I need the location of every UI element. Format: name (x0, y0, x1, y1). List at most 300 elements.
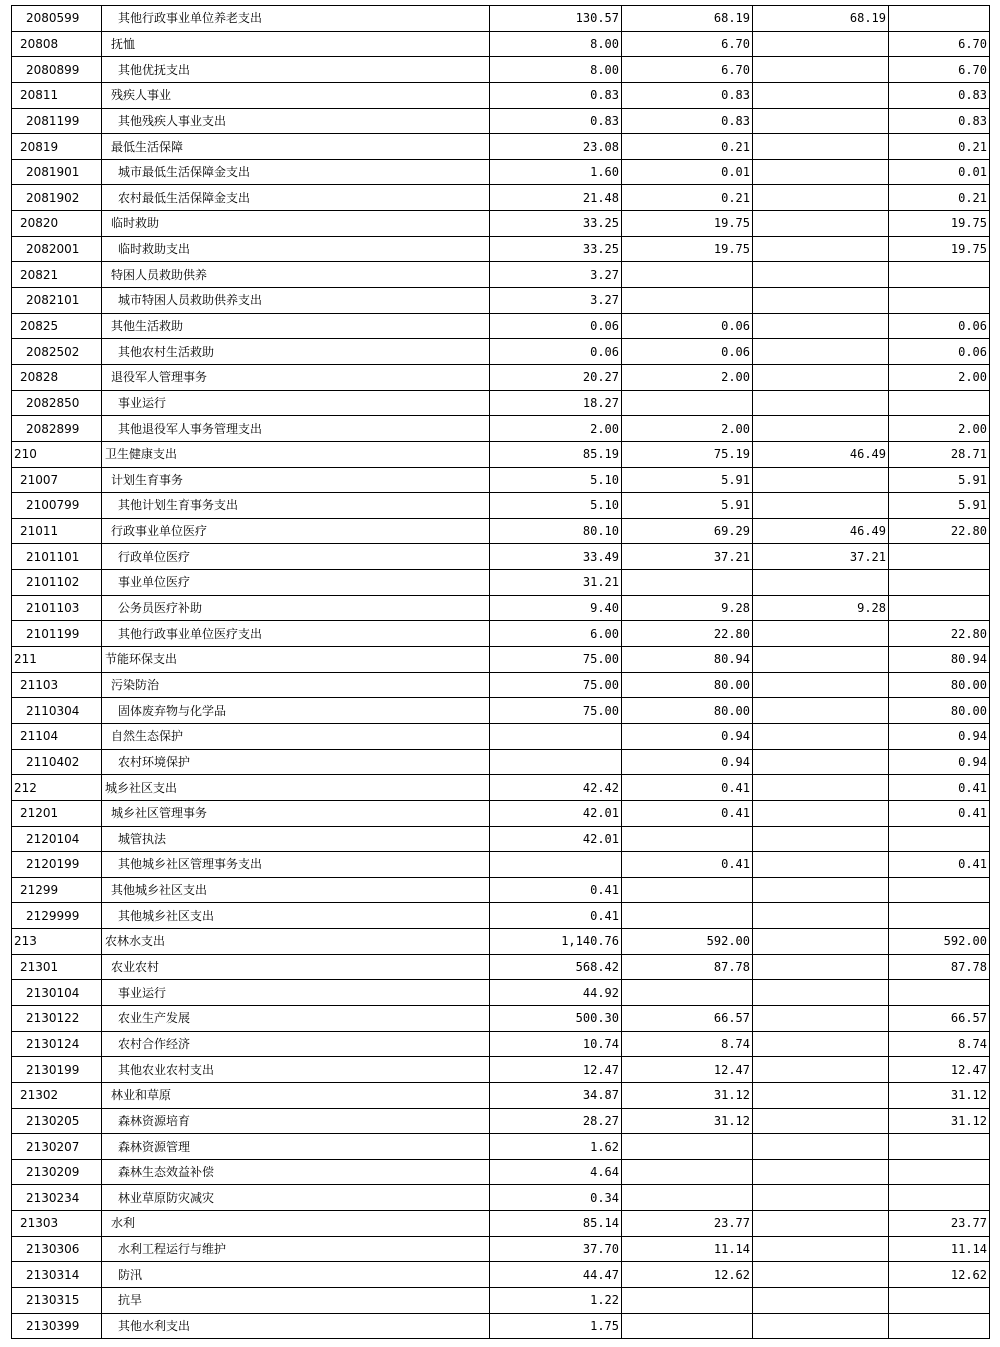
amount-cell-2: 0.41 (622, 775, 753, 801)
amount-cell-4 (889, 1313, 990, 1339)
amount-cell-1: 4.64 (490, 1159, 622, 1185)
amount-cell-1: 75.00 (490, 698, 622, 724)
subject-code-cell: 2130207 (12, 1134, 102, 1160)
amount-cell-1 (490, 723, 622, 749)
amount-cell-1: 6.00 (490, 621, 622, 647)
amount-cell-4: 23.77 (889, 1211, 990, 1237)
amount-cell-4: 592.00 (889, 929, 990, 955)
subject-name-cell: 其他计划生育事务支出 (102, 493, 490, 519)
amount-cell-3 (753, 647, 889, 673)
subject-code-cell: 210 (12, 441, 102, 467)
amount-cell-2: 9.28 (622, 595, 753, 621)
amount-cell-2 (622, 1185, 753, 1211)
table-row (12, 288, 990, 314)
subject-name-cell: 行政事业单位医疗 (102, 518, 490, 544)
subject-code-cell: 2130199 (12, 1057, 102, 1083)
table-row (12, 82, 990, 108)
amount-cell-2: 19.75 (622, 236, 753, 262)
amount-cell-4: 0.94 (889, 749, 990, 775)
amount-cell-3 (753, 775, 889, 801)
amount-cell-3 (753, 723, 889, 749)
amount-cell-3 (753, 621, 889, 647)
table-row (12, 134, 990, 160)
amount-cell-2: 19.75 (622, 211, 753, 237)
table-row (12, 57, 990, 83)
amount-cell-1: 31.21 (490, 570, 622, 596)
subject-code-cell: 211 (12, 647, 102, 673)
budget-expenditure-table (11, 5, 990, 1339)
subject-code-cell: 213 (12, 929, 102, 955)
subject-code-cell: 21302 (12, 1082, 102, 1108)
amount-cell-3: 46.49 (753, 441, 889, 467)
amount-cell-1: 85.19 (490, 441, 622, 467)
amount-cell-1: 0.34 (490, 1185, 622, 1211)
amount-cell-1: 42.42 (490, 775, 622, 801)
amount-cell-1: 0.06 (490, 339, 622, 365)
amount-cell-4 (889, 903, 990, 929)
amount-cell-2: 0.94 (622, 749, 753, 775)
table-row (12, 775, 990, 801)
table-row (12, 877, 990, 903)
amount-cell-1: 5.10 (490, 493, 622, 519)
subject-name-cell: 其他城乡社区支出 (102, 903, 490, 929)
subject-code-cell: 2101199 (12, 621, 102, 647)
amount-cell-2: 80.00 (622, 698, 753, 724)
subject-code-cell: 2130234 (12, 1185, 102, 1211)
amount-cell-1: 0.41 (490, 903, 622, 929)
subject-name-cell: 农业农村 (102, 954, 490, 980)
amount-cell-3 (753, 82, 889, 108)
amount-cell-1: 8.00 (490, 57, 622, 83)
table-row (12, 1159, 990, 1185)
subject-code-cell: 2081199 (12, 108, 102, 134)
table-row (12, 262, 990, 288)
table-row (12, 159, 990, 185)
table-row (12, 1313, 990, 1339)
subject-name-cell: 其他优抚支出 (102, 57, 490, 83)
amount-cell-4 (889, 1288, 990, 1314)
table-row (12, 390, 990, 416)
amount-cell-3 (753, 570, 889, 596)
amount-cell-3 (753, 698, 889, 724)
table-row (12, 441, 990, 467)
subject-name-cell: 事业运行 (102, 980, 490, 1006)
amount-cell-3 (753, 954, 889, 980)
amount-cell-2: 0.21 (622, 185, 753, 211)
table-row (12, 108, 990, 134)
amount-cell-2: 0.06 (622, 313, 753, 339)
amount-cell-3 (753, 826, 889, 852)
amount-cell-4: 19.75 (889, 211, 990, 237)
amount-cell-1: 9.40 (490, 595, 622, 621)
amount-cell-3 (753, 313, 889, 339)
subject-name-cell: 林业草原防灾减灾 (102, 1185, 490, 1211)
amount-cell-3 (753, 1159, 889, 1185)
amount-cell-1: 1.62 (490, 1134, 622, 1160)
amount-cell-3 (753, 749, 889, 775)
subject-code-cell: 2110304 (12, 698, 102, 724)
amount-cell-1: 34.87 (490, 1082, 622, 1108)
amount-cell-3 (753, 364, 889, 390)
subject-name-cell: 残疾人事业 (102, 82, 490, 108)
table-row (12, 1108, 990, 1134)
table-row (12, 544, 990, 570)
subject-name-cell: 自然生态保护 (102, 723, 490, 749)
amount-cell-1: 10.74 (490, 1031, 622, 1057)
amount-cell-1: 1,140.76 (490, 929, 622, 955)
subject-code-cell: 2082502 (12, 339, 102, 365)
subject-code-cell: 21103 (12, 672, 102, 698)
table-row (12, 749, 990, 775)
table-row (12, 595, 990, 621)
amount-cell-1: 1.60 (490, 159, 622, 185)
amount-cell-4: 0.01 (889, 159, 990, 185)
amount-cell-3 (753, 467, 889, 493)
amount-cell-2: 66.57 (622, 1005, 753, 1031)
amount-cell-1: 33.25 (490, 236, 622, 262)
amount-cell-2: 68.19 (622, 6, 753, 32)
subject-name-cell: 临时救助支出 (102, 236, 490, 262)
subject-code-cell: 21104 (12, 723, 102, 749)
subject-name-cell: 城乡社区管理事务 (102, 800, 490, 826)
table-row (12, 185, 990, 211)
amount-cell-1: 0.83 (490, 82, 622, 108)
amount-cell-2 (622, 1288, 753, 1314)
subject-code-cell: 2120199 (12, 852, 102, 878)
amount-cell-3 (753, 1236, 889, 1262)
amount-cell-1: 5.10 (490, 467, 622, 493)
amount-cell-2: 0.83 (622, 82, 753, 108)
amount-cell-2 (622, 877, 753, 903)
amount-cell-2: 0.06 (622, 339, 753, 365)
table-row (12, 518, 990, 544)
amount-cell-4 (889, 1134, 990, 1160)
subject-name-cell: 防汛 (102, 1262, 490, 1288)
amount-cell-4 (889, 262, 990, 288)
amount-cell-4 (889, 980, 990, 1006)
subject-code-cell: 2101103 (12, 595, 102, 621)
amount-cell-3 (753, 929, 889, 955)
table-row (12, 903, 990, 929)
amount-cell-4 (889, 390, 990, 416)
amount-cell-4: 12.62 (889, 1262, 990, 1288)
amount-cell-2 (622, 980, 753, 1006)
subject-name-cell: 事业单位医疗 (102, 570, 490, 596)
subject-code-cell: 20825 (12, 313, 102, 339)
amount-cell-1: 80.10 (490, 518, 622, 544)
table-row (12, 1082, 990, 1108)
amount-cell-1: 75.00 (490, 672, 622, 698)
subject-name-cell: 其他水利支出 (102, 1313, 490, 1339)
subject-name-cell: 最低生活保障 (102, 134, 490, 160)
table-row (12, 1262, 990, 1288)
amount-cell-4: 80.00 (889, 698, 990, 724)
amount-cell-3: 9.28 (753, 595, 889, 621)
amount-cell-4: 8.74 (889, 1031, 990, 1057)
table-row (12, 826, 990, 852)
subject-code-cell: 2130209 (12, 1159, 102, 1185)
amount-cell-1: 28.27 (490, 1108, 622, 1134)
amount-cell-4: 5.91 (889, 493, 990, 519)
subject-code-cell: 2081902 (12, 185, 102, 211)
amount-cell-3 (753, 211, 889, 237)
subject-name-cell: 抗旱 (102, 1288, 490, 1314)
amount-cell-1: 42.01 (490, 800, 622, 826)
amount-cell-2: 2.00 (622, 416, 753, 442)
amount-cell-4: 0.21 (889, 134, 990, 160)
amount-cell-2: 69.29 (622, 518, 753, 544)
amount-cell-2: 31.12 (622, 1108, 753, 1134)
subject-code-cell: 2080599 (12, 6, 102, 32)
amount-cell-4: 0.83 (889, 108, 990, 134)
amount-cell-4: 28.71 (889, 441, 990, 467)
amount-cell-4 (889, 6, 990, 32)
subject-code-cell: 2129999 (12, 903, 102, 929)
table-body (12, 6, 990, 1339)
table-row (12, 339, 990, 365)
amount-cell-4: 5.91 (889, 467, 990, 493)
amount-cell-4 (889, 544, 990, 570)
amount-cell-2 (622, 570, 753, 596)
table-row (12, 31, 990, 57)
amount-cell-1: 500.30 (490, 1005, 622, 1031)
table-row (12, 1031, 990, 1057)
amount-cell-3 (753, 877, 889, 903)
subject-code-cell: 2130315 (12, 1288, 102, 1314)
subject-code-cell: 2110402 (12, 749, 102, 775)
amount-cell-4: 0.94 (889, 723, 990, 749)
subject-code-cell: 2130306 (12, 1236, 102, 1262)
amount-cell-4: 11.14 (889, 1236, 990, 1262)
table-row (12, 954, 990, 980)
subject-name-cell: 其他城乡社区管理事务支出 (102, 852, 490, 878)
subject-code-cell: 20808 (12, 31, 102, 57)
amount-cell-1: 33.49 (490, 544, 622, 570)
amount-cell-1: 0.06 (490, 313, 622, 339)
subject-name-cell: 公务员医疗补助 (102, 595, 490, 621)
subject-code-cell: 21011 (12, 518, 102, 544)
amount-cell-4: 0.06 (889, 339, 990, 365)
amount-cell-2 (622, 288, 753, 314)
amount-cell-3 (753, 185, 889, 211)
subject-code-cell: 20820 (12, 211, 102, 237)
amount-cell-1: 44.92 (490, 980, 622, 1006)
subject-name-cell: 其他行政事业单位医疗支出 (102, 621, 490, 647)
amount-cell-2: 6.70 (622, 57, 753, 83)
subject-name-cell: 固体废弃物与化学品 (102, 698, 490, 724)
table-row (12, 980, 990, 1006)
table-row (12, 364, 990, 390)
amount-cell-1: 42.01 (490, 826, 622, 852)
amount-cell-1: 21.48 (490, 185, 622, 211)
amount-cell-3 (753, 108, 889, 134)
amount-cell-2: 75.19 (622, 441, 753, 467)
amount-cell-2 (622, 262, 753, 288)
table-row (12, 1236, 990, 1262)
amount-cell-3 (753, 852, 889, 878)
subject-name-cell: 城市最低生活保障金支出 (102, 159, 490, 185)
subject-name-cell: 临时救助 (102, 211, 490, 237)
amount-cell-4: 0.83 (889, 82, 990, 108)
subject-name-cell: 农村合作经济 (102, 1031, 490, 1057)
table-row (12, 647, 990, 673)
amount-cell-4: 12.47 (889, 1057, 990, 1083)
amount-cell-1 (490, 852, 622, 878)
amount-cell-1: 0.83 (490, 108, 622, 134)
amount-cell-1: 1.75 (490, 1313, 622, 1339)
amount-cell-4: 2.00 (889, 364, 990, 390)
table-row (12, 236, 990, 262)
amount-cell-1: 2.00 (490, 416, 622, 442)
amount-cell-4: 2.00 (889, 416, 990, 442)
subject-code-cell: 2082899 (12, 416, 102, 442)
table-row (12, 467, 990, 493)
amount-cell-2: 80.94 (622, 647, 753, 673)
amount-cell-1: 75.00 (490, 647, 622, 673)
amount-cell-2 (622, 826, 753, 852)
amount-cell-1: 0.41 (490, 877, 622, 903)
amount-cell-2 (622, 1313, 753, 1339)
amount-cell-4: 0.41 (889, 852, 990, 878)
table-row (12, 416, 990, 442)
amount-cell-3 (753, 339, 889, 365)
subject-name-cell: 其他城乡社区支出 (102, 877, 490, 903)
subject-code-cell: 20819 (12, 134, 102, 160)
amount-cell-2: 80.00 (622, 672, 753, 698)
amount-cell-2: 37.21 (622, 544, 753, 570)
subject-name-cell: 节能环保支出 (102, 647, 490, 673)
subject-name-cell: 其他生活救助 (102, 313, 490, 339)
table-row (12, 672, 990, 698)
table-row (12, 6, 990, 32)
table-row (12, 1005, 990, 1031)
amount-cell-4: 0.41 (889, 800, 990, 826)
table-row (12, 493, 990, 519)
amount-cell-2: 12.47 (622, 1057, 753, 1083)
subject-code-cell: 2082101 (12, 288, 102, 314)
subject-code-cell: 21007 (12, 467, 102, 493)
subject-code-cell: 20821 (12, 262, 102, 288)
amount-cell-3 (753, 1134, 889, 1160)
amount-cell-3 (753, 262, 889, 288)
subject-code-cell: 2130205 (12, 1108, 102, 1134)
amount-cell-1: 85.14 (490, 1211, 622, 1237)
amount-cell-4: 80.94 (889, 647, 990, 673)
table-row (12, 1134, 990, 1160)
amount-cell-1: 18.27 (490, 390, 622, 416)
amount-cell-2 (622, 1134, 753, 1160)
amount-cell-4: 87.78 (889, 954, 990, 980)
amount-cell-1: 130.57 (490, 6, 622, 32)
amount-cell-2: 12.62 (622, 1262, 753, 1288)
amount-cell-2: 23.77 (622, 1211, 753, 1237)
subject-code-cell: 2130124 (12, 1031, 102, 1057)
subject-name-cell: 森林资源培育 (102, 1108, 490, 1134)
amount-cell-4: 6.70 (889, 31, 990, 57)
subject-code-cell: 20828 (12, 364, 102, 390)
subject-name-cell: 行政单位医疗 (102, 544, 490, 570)
amount-cell-3 (753, 672, 889, 698)
subject-code-cell: 212 (12, 775, 102, 801)
amount-cell-3 (753, 134, 889, 160)
amount-cell-2: 0.94 (622, 723, 753, 749)
amount-cell-4 (889, 826, 990, 852)
amount-cell-3 (753, 903, 889, 929)
subject-name-cell: 事业运行 (102, 390, 490, 416)
subject-code-cell: 2130399 (12, 1313, 102, 1339)
subject-code-cell: 2080899 (12, 57, 102, 83)
subject-name-cell: 特困人员救助供养 (102, 262, 490, 288)
subject-code-cell: 2120104 (12, 826, 102, 852)
table-row (12, 1185, 990, 1211)
amount-cell-3 (753, 57, 889, 83)
amount-cell-4: 66.57 (889, 1005, 990, 1031)
table-row (12, 723, 990, 749)
amount-cell-3 (753, 236, 889, 262)
table-row (12, 1288, 990, 1314)
subject-code-cell: 2100799 (12, 493, 102, 519)
amount-cell-3 (753, 1288, 889, 1314)
amount-cell-1: 44.47 (490, 1262, 622, 1288)
amount-cell-4: 31.12 (889, 1108, 990, 1134)
subject-code-cell: 20811 (12, 82, 102, 108)
table-row (12, 1211, 990, 1237)
subject-name-cell: 林业和草原 (102, 1082, 490, 1108)
amount-cell-1: 568.42 (490, 954, 622, 980)
amount-cell-1: 12.47 (490, 1057, 622, 1083)
subject-code-cell: 21299 (12, 877, 102, 903)
amount-cell-1: 3.27 (490, 262, 622, 288)
amount-cell-1: 20.27 (490, 364, 622, 390)
amount-cell-2: 2.00 (622, 364, 753, 390)
amount-cell-4: 6.70 (889, 57, 990, 83)
amount-cell-3: 46.49 (753, 518, 889, 544)
amount-cell-4 (889, 595, 990, 621)
subject-code-cell: 2101102 (12, 570, 102, 596)
amount-cell-3 (753, 31, 889, 57)
amount-cell-2: 22.80 (622, 621, 753, 647)
table-row (12, 313, 990, 339)
subject-code-cell: 2082001 (12, 236, 102, 262)
table-row (12, 698, 990, 724)
subject-name-cell: 农村最低生活保障金支出 (102, 185, 490, 211)
amount-cell-3 (753, 1005, 889, 1031)
amount-cell-3 (753, 1185, 889, 1211)
subject-code-cell: 21301 (12, 954, 102, 980)
amount-cell-3 (753, 1211, 889, 1237)
amount-cell-1: 3.27 (490, 288, 622, 314)
subject-name-cell: 其他农业农村支出 (102, 1057, 490, 1083)
amount-cell-3: 37.21 (753, 544, 889, 570)
amount-cell-2 (622, 903, 753, 929)
amount-cell-3 (753, 1057, 889, 1083)
subject-code-cell: 2130122 (12, 1005, 102, 1031)
subject-code-cell: 21201 (12, 800, 102, 826)
subject-name-cell: 退役军人管理事务 (102, 364, 490, 390)
subject-name-cell: 农村环境保护 (102, 749, 490, 775)
amount-cell-3 (753, 1031, 889, 1057)
amount-cell-2 (622, 1159, 753, 1185)
subject-code-cell: 21303 (12, 1211, 102, 1237)
amount-cell-4: 19.75 (889, 236, 990, 262)
amount-cell-4: 0.06 (889, 313, 990, 339)
amount-cell-3 (753, 390, 889, 416)
table-row (12, 1057, 990, 1083)
amount-cell-2: 8.74 (622, 1031, 753, 1057)
subject-name-cell: 城市特困人员救助供养支出 (102, 288, 490, 314)
subject-name-cell: 水利 (102, 1211, 490, 1237)
amount-cell-4 (889, 570, 990, 596)
